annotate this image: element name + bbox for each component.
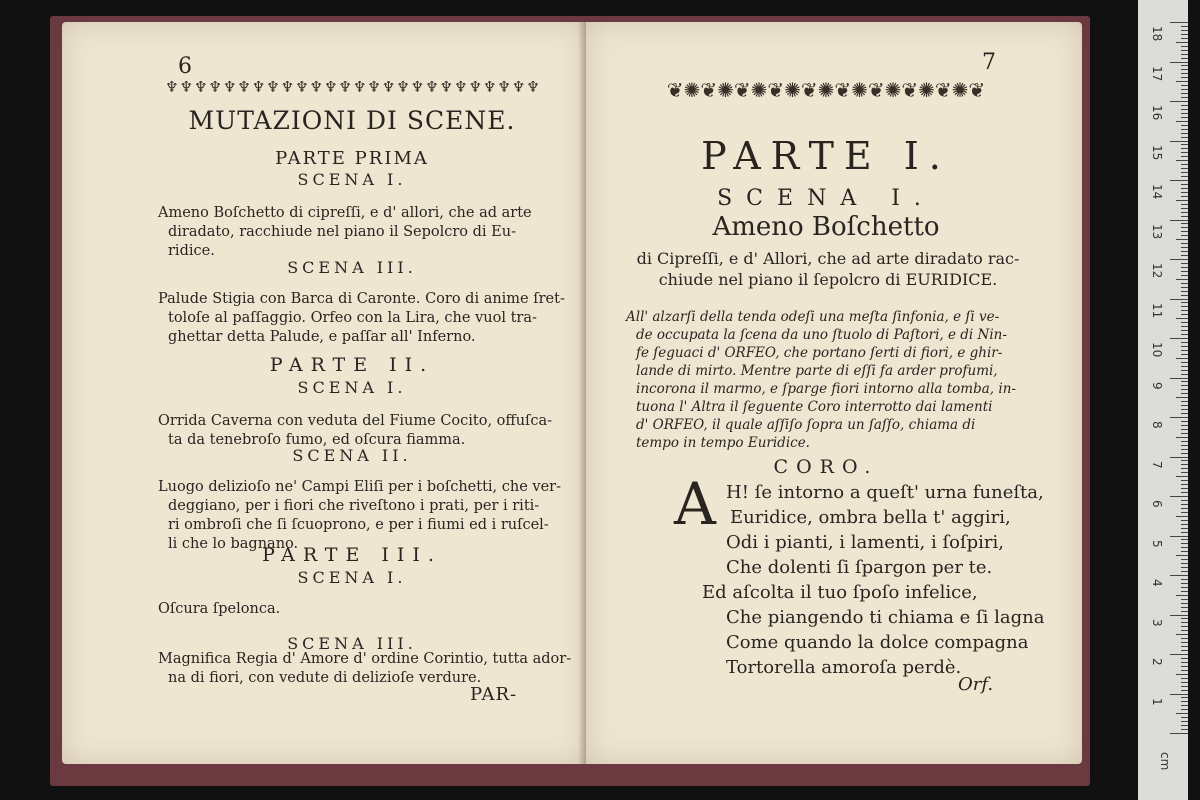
ruler-tick <box>1170 457 1188 458</box>
ruler-tick <box>1170 141 1188 142</box>
ruler-tick <box>1170 378 1188 379</box>
ruler-tick <box>1181 579 1188 580</box>
ruler-tick <box>1181 196 1188 197</box>
ruler-tick <box>1176 81 1188 82</box>
ruler-tick <box>1181 306 1188 307</box>
ruler-tick <box>1181 172 1188 173</box>
ruler-tick <box>1181 682 1188 683</box>
ruler-tick <box>1170 496 1188 497</box>
ruler-tick <box>1181 350 1188 351</box>
ruler-tick <box>1181 646 1188 647</box>
scena1-heading: SCENA I. <box>297 170 407 189</box>
ruler-tick <box>1181 326 1188 327</box>
ruler-tick <box>1181 433 1188 434</box>
ruler-tick <box>1181 227 1188 228</box>
text-line: incorona il marmo, e ſparge fiori intorno alla tomba, in- <box>636 381 1016 397</box>
scena1-text <box>158 204 578 261</box>
ruler-tick <box>1181 409 1188 410</box>
ruler-tick <box>1176 555 1188 556</box>
ruler-tick <box>1181 389 1188 390</box>
ruler-number: 7 <box>1150 460 1164 469</box>
ruler-tick <box>1176 437 1188 438</box>
ruler-tick <box>1181 148 1188 149</box>
ruler-tick <box>1181 65 1188 66</box>
ruler-tick <box>1176 713 1188 714</box>
ruler-tick <box>1181 133 1188 134</box>
ruler-tick <box>1181 152 1188 153</box>
ruler-tick <box>1181 528 1188 529</box>
ruler-tick <box>1181 607 1188 608</box>
text-line: ridice. <box>168 243 215 259</box>
ruler-tick <box>1181 144 1188 145</box>
text-line: Oſcura ſpelonca. <box>158 601 281 617</box>
text-line: di Cipreſſi, e d' Allori, che ad arte diradato rac- <box>636 249 1020 268</box>
ruler-tick <box>1170 220 1188 221</box>
ruler-tick <box>1181 658 1188 659</box>
ruler-tick <box>1181 164 1188 165</box>
ruler-tick <box>1181 30 1188 31</box>
ruler-tick <box>1170 575 1188 576</box>
ruler-tick <box>1181 69 1188 70</box>
ruler-tick <box>1181 472 1188 473</box>
ruler-tick <box>1181 129 1188 130</box>
ruler-tick <box>1176 239 1188 240</box>
text-line: diradato, racchiude nel piano il Sepolcro di Eu- <box>168 224 516 240</box>
ruler-tick <box>1176 397 1188 398</box>
ruler-tick <box>1181 346 1188 347</box>
left-catchword: PAR- <box>470 684 518 705</box>
left-page-number: 6 <box>178 54 192 79</box>
ruler-tick <box>1181 271 1188 272</box>
ruler-tick <box>1181 385 1188 386</box>
ruler-tick <box>1170 22 1188 23</box>
ruler-tick <box>1181 46 1188 47</box>
text-line: All' alzarſi della tenda odeſi una meſta ſinfonia, e ſi ve- <box>626 309 1000 325</box>
ruler-tick <box>1176 318 1188 319</box>
right-title: PARTE I. <box>701 134 951 178</box>
ruler-tick <box>1181 425 1188 426</box>
ruler-tick <box>1181 690 1188 691</box>
ruler-tick <box>1181 125 1188 126</box>
ruler-tick <box>1181 168 1188 169</box>
left-ornament-band: ♆♆♆♆♆♆♆♆♆♆♆♆♆♆♆♆♆♆♆♆♆♆♆♆♆♆ <box>165 78 541 96</box>
ruler-tick <box>1170 694 1188 695</box>
ruler-tick <box>1181 223 1188 224</box>
verse-line: H! ſe intorno a queſt' urna funeſta, <box>726 482 1044 503</box>
ruler-tick <box>1181 287 1188 288</box>
text-line: Luogo delizioſo ne' Campi Eliſi per i boſchetti, che ver- <box>158 479 562 495</box>
ruler-unit-label: cm <box>1158 752 1172 771</box>
ruler-tick <box>1181 231 1188 232</box>
ruler-tick <box>1170 180 1188 181</box>
ruler-tick <box>1170 615 1188 616</box>
ruler-tick <box>1181 453 1188 454</box>
ruler-tick <box>1181 587 1188 588</box>
ruler-tick <box>1181 484 1188 485</box>
ruler-tick <box>1181 543 1188 544</box>
verse-line: Tortorella amoroſa perdè. <box>726 657 962 678</box>
right-scena-heading: SCENA I. <box>717 186 935 211</box>
ruler-tick <box>1181 583 1188 584</box>
scena3-heading: SCENA III. <box>287 258 417 277</box>
ruler-number: 8 <box>1150 421 1164 429</box>
text-line: ghettar detta Palude, e paſſar all' Inferno. <box>168 329 476 345</box>
ruler-tick <box>1181 184 1188 185</box>
ruler-tick <box>1176 516 1188 517</box>
text-line: toloſe al paſſaggio. Orfeo con la Lira, che vuol tra- <box>168 310 537 326</box>
text-line: Ameno Boſchetto di cipreſſi, e d' allori, che ad arte <box>158 205 532 221</box>
ruler-tick <box>1176 674 1188 675</box>
ruler-number: 12 <box>1150 263 1164 279</box>
ruler-tick <box>1181 504 1188 505</box>
ruler-tick <box>1181 686 1188 687</box>
ruler-tick <box>1181 650 1188 651</box>
ruler-tick <box>1181 208 1188 209</box>
ruler-tick <box>1181 38 1188 39</box>
ruler-tick <box>1181 374 1188 375</box>
ruler-tick <box>1170 654 1188 655</box>
ruler-tick <box>1170 417 1188 418</box>
ruler-tick <box>1181 188 1188 189</box>
ruler-tick <box>1176 121 1188 122</box>
ruler-tick <box>1181 330 1188 331</box>
verse-block <box>702 480 1066 680</box>
stage-directions <box>626 308 1062 452</box>
ruler-tick <box>1176 160 1188 161</box>
right-ornament-band: ❦✺❦✺❦✺❦✺❦✺❦✺❦✺❦✺❦✺❦ <box>666 78 986 102</box>
ruler-tick <box>1181 354 1188 355</box>
ruler-tick <box>1181 697 1188 698</box>
ruler-number: 6 <box>1150 500 1164 508</box>
ruler-tick <box>1170 101 1188 102</box>
ruler-tick <box>1181 709 1188 710</box>
ruler-tick <box>1181 413 1188 414</box>
ruler-tick <box>1176 200 1188 201</box>
left-page <box>62 22 586 764</box>
ruler-tick <box>1181 156 1188 157</box>
ruler-number: 15 <box>1150 144 1164 160</box>
ruler-tick <box>1181 26 1188 27</box>
ruler-tick <box>1181 275 1188 276</box>
ruler-tick <box>1181 603 1188 604</box>
ruler-tick <box>1181 342 1188 343</box>
ruler-tick <box>1181 117 1188 118</box>
part3-scena3-heading: SCENA III. <box>287 634 417 653</box>
text-line: chiude nel piano il ſepolcro di EURIDICE. <box>658 270 998 289</box>
ruler-tick <box>1181 705 1188 706</box>
ruler-tick <box>1181 563 1188 564</box>
ruler-tick <box>1181 73 1188 74</box>
ruler-tick <box>1181 243 1188 244</box>
ruler-tick <box>1181 310 1188 311</box>
text-line: ta da tenebroſo fumo, ed oſcura fiamma. <box>168 432 466 448</box>
ruler-tick <box>1181 77 1188 78</box>
right-catchword: Orf. <box>958 674 994 695</box>
ruler-tick <box>1181 729 1188 730</box>
verse-line: Ed aſcolta il tuo ſpoſo infelice, <box>702 582 978 603</box>
ruler-tick <box>1176 358 1188 359</box>
ruler-tick <box>1181 701 1188 702</box>
text-line: ri ombroſi che ſi ſcuoprono, e per i fiumi ed i ruſcel- <box>168 517 549 533</box>
text-line: deggiano, per i fiori che riveſtono i prati, per i riti- <box>168 498 540 514</box>
ruler-tick <box>1181 255 1188 256</box>
ruler-tick <box>1181 204 1188 205</box>
ruler-tick <box>1181 113 1188 114</box>
ruler-tick <box>1170 338 1188 339</box>
ruler-tick <box>1181 302 1188 303</box>
ruler-tick <box>1181 551 1188 552</box>
text-line: na di fiori, con vedute di delizioſe verdure. <box>168 670 482 686</box>
text-line: li che lo bagnano. <box>168 536 299 552</box>
ruler-tick <box>1181 405 1188 406</box>
ruler-tick <box>1181 314 1188 315</box>
ruler-tick <box>1181 362 1188 363</box>
ruler-number: 17 <box>1150 65 1164 81</box>
ruler-tick <box>1181 532 1188 533</box>
ruler-tick <box>1181 212 1188 213</box>
ruler-tick <box>1170 62 1188 63</box>
ruler-tick <box>1181 370 1188 371</box>
ruler-tick <box>1181 539 1188 540</box>
ruler-tick <box>1181 263 1188 264</box>
ruler-tick <box>1181 322 1188 323</box>
ruler-tick <box>1181 508 1188 509</box>
right-subtitle-lines <box>600 248 1056 290</box>
ruler-number: 10 <box>1150 342 1164 358</box>
ruler-tick <box>1181 666 1188 667</box>
text-line: Orrida Caverna con veduta del Fiume Cocito, offuſca- <box>158 413 553 429</box>
part1-heading: PARTE PRIMA <box>275 148 429 169</box>
ruler-number: 3 <box>1150 618 1164 627</box>
ruler-number: 18 <box>1150 26 1164 42</box>
ruler-tick <box>1181 401 1188 402</box>
ruler-tick <box>1181 670 1188 671</box>
ruler-tick <box>1181 176 1188 177</box>
ruler-tick <box>1176 42 1188 43</box>
scena3-text <box>158 290 578 347</box>
ruler-tick <box>1176 595 1188 596</box>
text-line: tuona l' Altra il ſeguente Coro interrotto dai lamenti <box>636 399 993 415</box>
ruler-tick <box>1181 85 1188 86</box>
ruler-number: 1 <box>1150 697 1164 706</box>
part3-heading: PARTE III. <box>262 544 442 566</box>
ruler-number: 14 <box>1150 184 1164 200</box>
ruler-tick <box>1181 381 1188 382</box>
ruler-tick <box>1181 460 1188 461</box>
ruler-tick <box>1181 267 1188 268</box>
ruler-tick <box>1181 247 1188 248</box>
text-line: de occupata la ſcena da uno ſtuolo di Paſtori, e di Nin- <box>636 327 1007 343</box>
coro-heading: CORO. <box>773 456 879 478</box>
measurement-ruler <box>1138 0 1188 800</box>
ruler-tick <box>1176 476 1188 477</box>
ruler-tick <box>1181 97 1188 98</box>
ruler-tick <box>1181 34 1188 35</box>
ruler-tick <box>1170 733 1188 734</box>
right-page-number: 7 <box>982 50 996 75</box>
left-title: MUTAZIONI DI SCENE. <box>188 106 516 135</box>
ruler-tick <box>1170 536 1188 537</box>
ruler-tick <box>1181 393 1188 394</box>
ruler-tick <box>1181 291 1188 292</box>
part2-heading: PARTE II. <box>269 354 435 376</box>
ruler-number: 2 <box>1150 658 1164 666</box>
text-line: d' ORFEO, il quale aſſiſo ſopra un ſaſſo, chiama di <box>636 417 976 433</box>
ruler-number: 11 <box>1150 302 1164 318</box>
ruler-tick <box>1181 571 1188 572</box>
part3-scena3-text <box>158 650 578 688</box>
ruler-tick <box>1181 618 1188 619</box>
ruler-tick <box>1181 725 1188 726</box>
ruler-tick <box>1181 611 1188 612</box>
ruler-tick <box>1181 216 1188 217</box>
ruler-tick <box>1181 622 1188 623</box>
ruler-tick <box>1181 642 1188 643</box>
ruler-tick <box>1181 421 1188 422</box>
ruler-tick <box>1181 54 1188 55</box>
ruler-tick <box>1181 626 1188 627</box>
text-line: Magnifica Regia d' Amore d' ordine Corintio, tutta ador- <box>158 651 572 667</box>
ruler-tick <box>1181 334 1188 335</box>
ruler-tick <box>1181 468 1188 469</box>
part2-scena2-heading: SCENA II. <box>292 446 412 465</box>
ruler-tick <box>1181 567 1188 568</box>
ruler-tick <box>1181 251 1188 252</box>
ruler-tick <box>1181 630 1188 631</box>
ruler-tick <box>1170 299 1188 300</box>
verse-line: Che piangendo ti chiama e ſi lagna <box>726 607 1045 628</box>
ruler-tick <box>1181 678 1188 679</box>
ruler-tick <box>1181 89 1188 90</box>
ruler-tick <box>1181 109 1188 110</box>
part2-scena1-text <box>158 412 578 450</box>
verse-line: Che dolenti ſi ſpargon per te. <box>726 557 993 578</box>
ruler-tick <box>1181 524 1188 525</box>
text-line: fe ſeguaci d' ORFEO, che portano ſerti di fiori, e ghir- <box>636 345 1003 361</box>
ruler-tick <box>1181 591 1188 592</box>
verse-line: Euridice, ombra bella t' aggiri, <box>730 507 1011 528</box>
ruler-tick <box>1181 599 1188 600</box>
ruler-tick <box>1181 464 1188 465</box>
ruler-tick <box>1181 137 1188 138</box>
ruler-number: 13 <box>1150 223 1164 239</box>
ruler-tick <box>1181 58 1188 59</box>
ruler-tick <box>1181 295 1188 296</box>
ruler-tick <box>1181 283 1188 284</box>
ruler-tick <box>1181 717 1188 718</box>
ruler-tick <box>1181 366 1188 367</box>
ruler-number: 4 <box>1150 579 1164 587</box>
ruler-tick <box>1181 488 1188 489</box>
part3-scena1-heading: SCENA I. <box>297 568 407 587</box>
ruler-tick <box>1181 441 1188 442</box>
ruler-tick <box>1181 512 1188 513</box>
verse-line: Come quando la dolce compagna <box>726 632 1029 653</box>
part2-scena2-text <box>158 478 578 554</box>
ruler-tick <box>1181 93 1188 94</box>
text-line: lande di mirto. Mentre parte di eſſi fa arder profumi, <box>636 363 998 379</box>
text-line: Palude Stigia con Barca di Caronte. Coro di anime ſret- <box>158 291 565 307</box>
ruler-tick <box>1181 480 1188 481</box>
ruler-tick <box>1181 559 1188 560</box>
part3-scena1-text <box>158 600 578 619</box>
ruler-tick <box>1181 429 1188 430</box>
right-page <box>586 22 1082 764</box>
ruler-tick <box>1181 50 1188 51</box>
ruler-tick <box>1181 662 1188 663</box>
ruler-tick <box>1181 547 1188 548</box>
text-line: tempo in tempo Euridice. <box>636 435 810 451</box>
ruler-number: 16 <box>1150 105 1164 121</box>
ruler-tick <box>1170 259 1188 260</box>
ruler-tick <box>1181 500 1188 501</box>
ruler-tick <box>1181 445 1188 446</box>
ruler-tick <box>1176 279 1188 280</box>
ruler-number: 9 <box>1150 381 1164 390</box>
ruler-tick <box>1181 192 1188 193</box>
verse-line: Odi i pianti, i lamenti, i ſoſpiri, <box>726 532 1004 553</box>
ruler-tick <box>1176 634 1188 635</box>
ruler-tick <box>1181 492 1188 493</box>
drop-cap: A <box>674 470 716 538</box>
ruler-tick <box>1181 235 1188 236</box>
ruler-tick <box>1181 105 1188 106</box>
ruler-tick <box>1181 520 1188 521</box>
ruler-tick <box>1181 721 1188 722</box>
ruler-tick <box>1181 638 1188 639</box>
ruler-number: 5 <box>1150 539 1164 548</box>
ruler-tick <box>1181 449 1188 450</box>
part2-scena1-heading: SCENA I. <box>297 378 407 397</box>
right-subtitle: Ameno Boſchetto <box>712 212 940 242</box>
